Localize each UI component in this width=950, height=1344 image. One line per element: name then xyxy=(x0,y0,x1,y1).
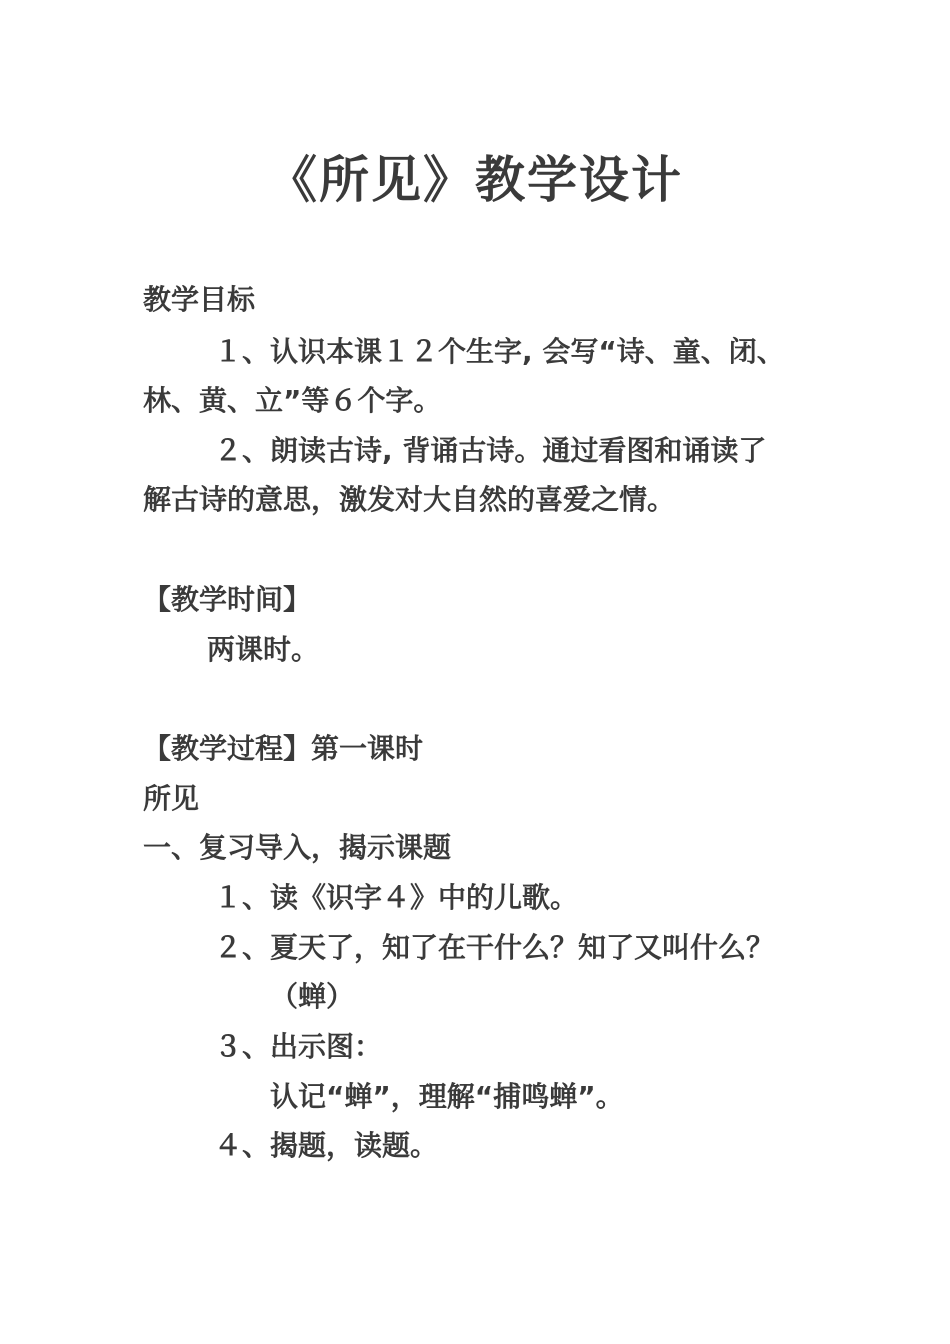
time-value: 两课时。 xyxy=(207,633,320,666)
step-2: ２、夏天了，知了在干什么？知了又叫什么？ xyxy=(214,931,775,964)
objective-2-line-2: 解古诗的意思，激发对大自然的喜爱之情。 xyxy=(143,483,676,516)
step-2-answer: （蝉） xyxy=(270,980,355,1013)
poem-title: 所见 xyxy=(143,782,200,815)
process-heading: 【教学过程】第一课时 xyxy=(143,732,424,765)
objective-1-line-2: 林、黄、立”等６个字。 xyxy=(143,384,442,417)
step-3-detail: 认记“蝉”，理解“捕鸣蝉”。 xyxy=(270,1080,624,1113)
page-title: 《所见》教学设计 xyxy=(267,151,683,209)
objectives-heading: 教学目标 xyxy=(143,283,256,316)
objective-1-line-1: １、认识本课１２个生字, 会写“诗、童、闭、 xyxy=(214,335,785,368)
step-3: ３、出示图： xyxy=(214,1030,383,1063)
section-1-heading: 一、复习导入，揭示课题 xyxy=(143,831,452,864)
step-1: １、读《识字４》中的儿歌。 xyxy=(214,881,579,914)
step-4: ４、揭题，读题。 xyxy=(214,1129,439,1162)
time-heading: 【教学时间】 xyxy=(143,583,312,616)
objective-2-line-1: ２、朗读古诗, 背诵古诗。通过看图和诵读了 xyxy=(214,434,767,467)
